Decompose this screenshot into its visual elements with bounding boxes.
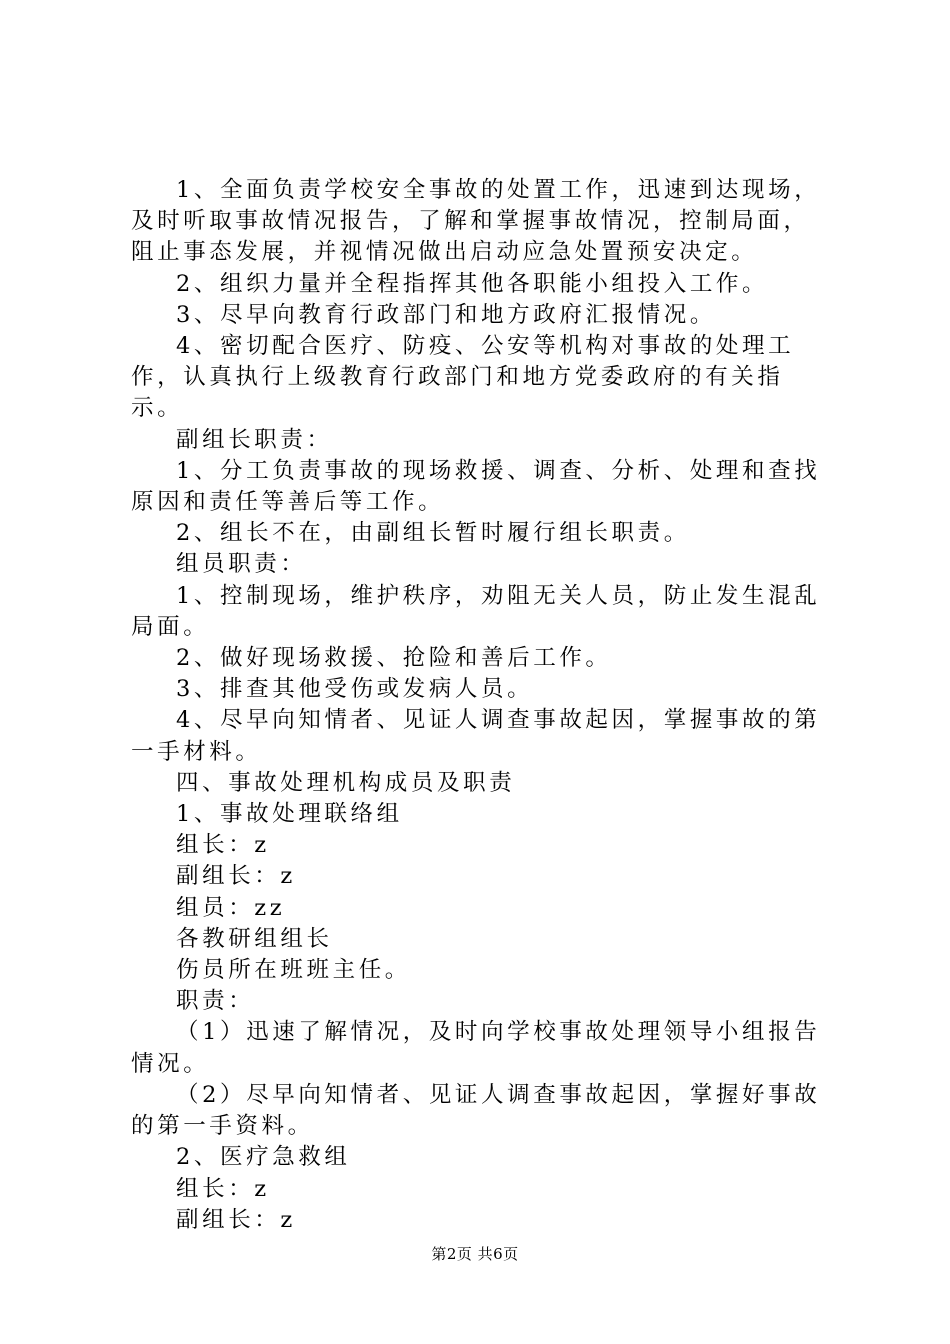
paragraph: 2、组织力量并全程指挥其他各职能小组投入工作。 [176, 270, 769, 297]
paragraph: 2、做好现场救援、抢险和善后工作。 [176, 645, 612, 672]
member-line: 伤员所在班班主任。 [176, 957, 411, 984]
subsection-heading: 1、事故处理联络组 [176, 801, 403, 828]
paragraph: 1、全面负责学校安全事故的处置工作，迅速到达现场，及时听取事故情况报告，了解和掌握事故情况，控制局面，阻止事态发展，并视情况做出启动应急处置预安决定。 [131, 177, 821, 266]
member-line: 组长：z [176, 832, 270, 859]
section-heading: 职责： [176, 988, 255, 1015]
paragraph: 3、排查其他受伤或发病人员。 [176, 676, 534, 703]
section-heading: 副组长职责： [176, 426, 333, 453]
subsection-heading: 2、医疗急救组 [176, 1144, 351, 1171]
section-heading: 四、事故处理机构成员及职责 [176, 769, 516, 796]
member-line: 组员：zz [176, 894, 286, 921]
paragraph: （1）迅速了解情况，及时向学校事故处理领导小组报告情况。 [131, 1019, 821, 1077]
paragraph: 4、密切配合医疗、防疫、公安等机构对事故的处理工作，认真执行上级教育行政部门和地方党委政府的有关指示。 [131, 333, 795, 422]
member-line: 副组长：z [176, 1206, 296, 1233]
section-heading: 组员职责： [176, 551, 307, 578]
paragraph: 1、控制现场，维护秩序，劝阻无关人员，防止发生混乱局面。 [131, 582, 821, 640]
paragraph: 3、尽早向教育行政部门和地方政府汇报情况。 [176, 301, 716, 328]
paragraph: 4、尽早向知情者、见证人调查事故起因，掌握事故的第一手材料。 [131, 707, 821, 765]
paragraph: 2、组长不在，由副组长暂时履行组长职责。 [176, 520, 690, 547]
page-number-footer: 第2页 共6页 [431, 1245, 519, 1263]
member-line: 各教研组组长 [176, 925, 333, 952]
member-line: 副组长：z [176, 863, 296, 890]
paragraph: 1、分工负责事故的现场救援、调查、分析、处理和查找原因和责任等善后等工作。 [131, 457, 821, 516]
document-body [131, 175, 831, 1236]
member-line: 组长：z [176, 1175, 270, 1202]
paragraph: （2）尽早向知情者、见证人调查事故起因，掌握好事故的第一手资料。 [131, 1081, 821, 1140]
